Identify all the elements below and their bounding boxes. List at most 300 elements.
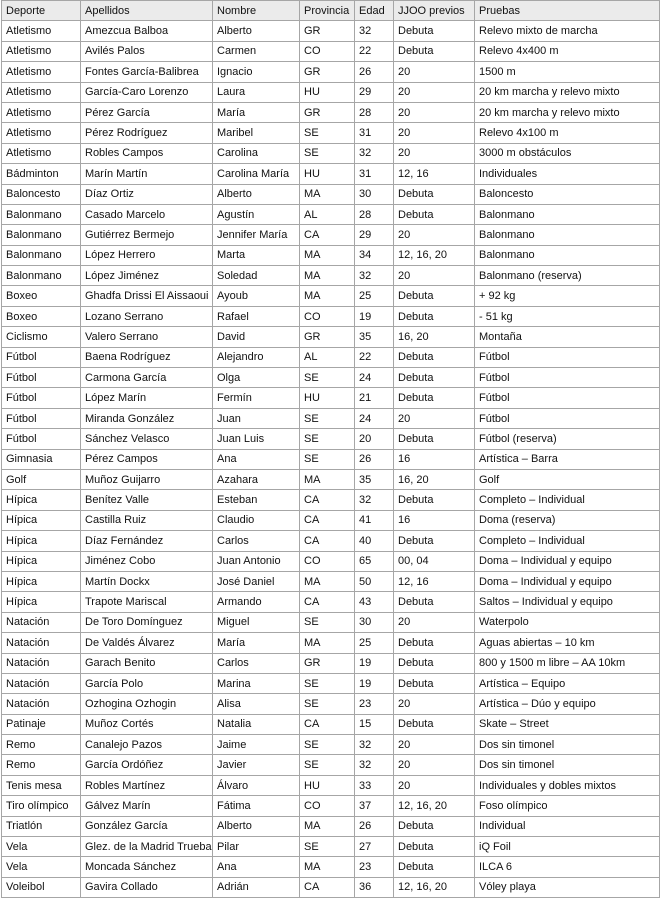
- table-row: [2, 735, 660, 755]
- cell-col-apellidos: Gutiérrez Bermejo: [81, 225, 213, 245]
- cell-col-edad: 65: [355, 551, 394, 571]
- cell-col-deporte: Tenis mesa: [2, 775, 81, 795]
- cell-col-pruebas: Balonmano (reserva): [475, 266, 660, 286]
- cell-col-edad: 21: [355, 388, 394, 408]
- cell-col-apellidos: Garach Benito: [81, 653, 213, 673]
- cell-col-pruebas: 20 km marcha y relevo mixto: [475, 102, 660, 122]
- table-row: [2, 531, 660, 551]
- cell-col-provincia: MA: [300, 286, 355, 306]
- cell-col-deporte: Hípica: [2, 551, 81, 571]
- cell-col-edad: 30: [355, 612, 394, 632]
- cell-col-provincia: SE: [300, 694, 355, 714]
- table-row: [2, 775, 660, 795]
- cell-col-nombre: María: [213, 102, 300, 122]
- cell-col-provincia: HU: [300, 164, 355, 184]
- cell-col-deporte: Balonmano: [2, 266, 81, 286]
- cell-col-edad: 40: [355, 531, 394, 551]
- cell-col-deporte: Natación: [2, 694, 81, 714]
- cell-col-provincia: SE: [300, 673, 355, 693]
- cell-col-deporte: Gimnasia: [2, 449, 81, 469]
- table-row: [2, 123, 660, 143]
- cell-col-pruebas: Foso olímpico: [475, 796, 660, 816]
- cell-col-edad: 32: [355, 735, 394, 755]
- cell-col-pruebas: 20 km marcha y relevo mixto: [475, 82, 660, 102]
- cell-col-apellidos: Martín Dockx: [81, 571, 213, 591]
- cell-col-jjoo-previos: Debuta: [394, 531, 475, 551]
- cell-col-jjoo-previos: Debuta: [394, 429, 475, 449]
- cell-col-apellidos: Jiménez Cobo: [81, 551, 213, 571]
- table-row: [2, 694, 660, 714]
- cell-col-pruebas: Individuales: [475, 164, 660, 184]
- cell-col-jjoo-previos: 12, 16, 20: [394, 877, 475, 897]
- cell-col-nombre: María: [213, 633, 300, 653]
- cell-col-nombre: Claudio: [213, 510, 300, 530]
- cell-col-apellidos: Ghadfa Drissi El Aissaoui: [81, 286, 213, 306]
- cell-col-edad: 24: [355, 368, 394, 388]
- cell-col-provincia: SE: [300, 429, 355, 449]
- cell-col-provincia: MA: [300, 469, 355, 489]
- cell-col-apellidos: Robles Martínez: [81, 775, 213, 795]
- cell-col-pruebas: Waterpolo: [475, 612, 660, 632]
- table-row: [2, 551, 660, 571]
- cell-col-apellidos: García-Caro Lorenzo: [81, 82, 213, 102]
- cell-col-edad: 19: [355, 306, 394, 326]
- table-row: [2, 796, 660, 816]
- cell-col-apellidos: López Jiménez: [81, 266, 213, 286]
- table-row: [2, 408, 660, 428]
- cell-col-edad: 32: [355, 755, 394, 775]
- cell-col-provincia: AL: [300, 204, 355, 224]
- table-row: [2, 204, 660, 224]
- cell-col-apellidos: Casado Marcelo: [81, 204, 213, 224]
- cell-col-provincia: HU: [300, 82, 355, 102]
- cell-col-pruebas: ILCA 6: [475, 857, 660, 877]
- cell-col-jjoo-previos: 00, 04: [394, 551, 475, 571]
- cell-col-jjoo-previos: Debuta: [394, 184, 475, 204]
- cell-col-apellidos: Benítez Valle: [81, 490, 213, 510]
- cell-col-pruebas: Dos sin timonel: [475, 755, 660, 775]
- cell-col-provincia: GR: [300, 653, 355, 673]
- table-row: [2, 755, 660, 775]
- cell-col-provincia: CA: [300, 714, 355, 734]
- cell-col-jjoo-previos: 12, 16: [394, 164, 475, 184]
- table-row: [2, 816, 660, 836]
- table-row: [2, 41, 660, 61]
- cell-col-apellidos: Amezcua Balboa: [81, 21, 213, 41]
- cell-col-deporte: Fútbol: [2, 388, 81, 408]
- cell-col-deporte: Bádminton: [2, 164, 81, 184]
- cell-col-deporte: Atletismo: [2, 102, 81, 122]
- cell-col-edad: 35: [355, 469, 394, 489]
- table-row: [2, 266, 660, 286]
- cell-col-jjoo-previos: Debuta: [394, 816, 475, 836]
- cell-col-nombre: Esteban: [213, 490, 300, 510]
- cell-col-deporte: Natación: [2, 673, 81, 693]
- cell-col-pruebas: Relevo 4x400 m: [475, 41, 660, 61]
- cell-col-jjoo-previos: Debuta: [394, 673, 475, 693]
- cell-col-jjoo-previos: 16, 20: [394, 327, 475, 347]
- cell-col-nombre: Jennifer María: [213, 225, 300, 245]
- cell-col-apellidos: Muñoz Cortés: [81, 714, 213, 734]
- cell-col-edad: 36: [355, 877, 394, 897]
- cell-col-edad: 32: [355, 490, 394, 510]
- cell-col-nombre: Alberto: [213, 184, 300, 204]
- cell-col-nombre: Maribel: [213, 123, 300, 143]
- cell-col-edad: 23: [355, 694, 394, 714]
- cell-col-apellidos: García Ordóñez: [81, 755, 213, 775]
- cell-col-pruebas: Golf: [475, 469, 660, 489]
- cell-col-edad: 31: [355, 123, 394, 143]
- cell-col-pruebas: Artística – Equipo: [475, 673, 660, 693]
- cell-col-jjoo-previos: 12, 16, 20: [394, 796, 475, 816]
- cell-col-jjoo-previos: 12, 16: [394, 571, 475, 591]
- cell-col-provincia: CO: [300, 796, 355, 816]
- cell-col-nombre: Carolina María: [213, 164, 300, 184]
- table-row: [2, 102, 660, 122]
- cell-col-nombre: Juan: [213, 408, 300, 428]
- cell-col-apellidos: Baena Rodríguez: [81, 347, 213, 367]
- cell-col-jjoo-previos: 20: [394, 62, 475, 82]
- cell-col-nombre: Marina: [213, 673, 300, 693]
- cell-col-edad: 41: [355, 510, 394, 530]
- cell-col-pruebas: Artística – Barra: [475, 449, 660, 469]
- cell-col-edad: 32: [355, 21, 394, 41]
- cell-col-provincia: MA: [300, 184, 355, 204]
- cell-col-deporte: Hípica: [2, 571, 81, 591]
- cell-col-pruebas: Fútbol: [475, 408, 660, 428]
- table-row: [2, 286, 660, 306]
- cell-col-pruebas: 1500 m: [475, 62, 660, 82]
- cell-col-deporte: Vela: [2, 837, 81, 857]
- cell-col-provincia: SE: [300, 612, 355, 632]
- cell-col-apellidos: Canalejo Pazos: [81, 735, 213, 755]
- cell-col-edad: 33: [355, 775, 394, 795]
- cell-col-pruebas: Fútbol (reserva): [475, 429, 660, 449]
- table-row: [2, 164, 660, 184]
- cell-col-edad: 26: [355, 816, 394, 836]
- cell-col-provincia: GR: [300, 21, 355, 41]
- cell-col-pruebas: Doma (reserva): [475, 510, 660, 530]
- cell-col-pruebas: Doma – Individual y equipo: [475, 551, 660, 571]
- cell-col-pruebas: Individual: [475, 816, 660, 836]
- cell-col-jjoo-previos: Debuta: [394, 306, 475, 326]
- cell-col-provincia: GR: [300, 327, 355, 347]
- cell-col-apellidos: Muñoz Guijarro: [81, 469, 213, 489]
- cell-col-apellidos: Miranda González: [81, 408, 213, 428]
- cell-col-deporte: Remo: [2, 755, 81, 775]
- cell-col-nombre: Armando: [213, 592, 300, 612]
- cell-col-edad: 19: [355, 653, 394, 673]
- table-row: [2, 673, 660, 693]
- cell-col-jjoo-previos: Debuta: [394, 857, 475, 877]
- header-col-deporte: Deporte: [2, 1, 81, 21]
- cell-col-deporte: Boxeo: [2, 306, 81, 326]
- cell-col-jjoo-previos: 20: [394, 225, 475, 245]
- table-row: [2, 82, 660, 102]
- table-row: [2, 857, 660, 877]
- cell-col-nombre: Pilar: [213, 837, 300, 857]
- cell-col-deporte: Atletismo: [2, 82, 81, 102]
- header-col-edad: Edad: [355, 1, 394, 21]
- cell-col-pruebas: Balonmano: [475, 225, 660, 245]
- cell-col-deporte: Atletismo: [2, 143, 81, 163]
- cell-col-provincia: SE: [300, 408, 355, 428]
- cell-col-jjoo-previos: 12, 16, 20: [394, 245, 475, 265]
- cell-col-pruebas: - 51 kg: [475, 306, 660, 326]
- table-row: [2, 62, 660, 82]
- cell-col-jjoo-previos: Debuta: [394, 347, 475, 367]
- cell-col-edad: 20: [355, 429, 394, 449]
- header-row: [2, 1, 660, 21]
- cell-col-apellidos: Carmona García: [81, 368, 213, 388]
- table-row: [2, 469, 660, 489]
- cell-col-pruebas: Fútbol: [475, 347, 660, 367]
- cell-col-pruebas: 800 y 1500 m libre – AA 10km: [475, 653, 660, 673]
- cell-col-nombre: Fermín: [213, 388, 300, 408]
- cell-col-jjoo-previos: Debuta: [394, 368, 475, 388]
- cell-col-provincia: MA: [300, 816, 355, 836]
- cell-col-deporte: Boxeo: [2, 286, 81, 306]
- cell-col-deporte: Balonmano: [2, 204, 81, 224]
- cell-col-edad: 30: [355, 184, 394, 204]
- cell-col-deporte: Hípica: [2, 592, 81, 612]
- cell-col-provincia: GR: [300, 62, 355, 82]
- cell-col-provincia: SE: [300, 143, 355, 163]
- cell-col-provincia: CO: [300, 306, 355, 326]
- cell-col-apellidos: Pérez García: [81, 102, 213, 122]
- table-row: [2, 510, 660, 530]
- cell-col-pruebas: Saltos – Individual y equipo: [475, 592, 660, 612]
- cell-col-jjoo-previos: 16: [394, 449, 475, 469]
- cell-col-deporte: Ciclismo: [2, 327, 81, 347]
- cell-col-apellidos: Díaz Ortiz: [81, 184, 213, 204]
- cell-col-deporte: Hípica: [2, 531, 81, 551]
- athletes-table: [1, 0, 660, 898]
- cell-col-deporte: Baloncesto: [2, 184, 81, 204]
- cell-col-nombre: Juan Antonio: [213, 551, 300, 571]
- cell-col-edad: 24: [355, 408, 394, 428]
- cell-col-jjoo-previos: Debuta: [394, 388, 475, 408]
- cell-col-jjoo-previos: Debuta: [394, 837, 475, 857]
- cell-col-apellidos: Marín Martín: [81, 164, 213, 184]
- header-col-pruebas: Pruebas: [475, 1, 660, 21]
- cell-col-provincia: GR: [300, 102, 355, 122]
- cell-col-deporte: Atletismo: [2, 21, 81, 41]
- cell-col-jjoo-previos: Debuta: [394, 653, 475, 673]
- cell-col-provincia: AL: [300, 347, 355, 367]
- cell-col-nombre: Carmen: [213, 41, 300, 61]
- cell-col-deporte: Balonmano: [2, 245, 81, 265]
- cell-col-apellidos: Pérez Campos: [81, 449, 213, 469]
- cell-col-nombre: Carlos: [213, 653, 300, 673]
- cell-col-deporte: Natación: [2, 653, 81, 673]
- cell-col-provincia: SE: [300, 449, 355, 469]
- cell-col-deporte: Natación: [2, 612, 81, 632]
- cell-col-edad: 34: [355, 245, 394, 265]
- header-col-apellidos: Apellidos: [81, 1, 213, 21]
- cell-col-apellidos: De Valdés Álvarez: [81, 633, 213, 653]
- cell-col-deporte: Patinaje: [2, 714, 81, 734]
- cell-col-edad: 26: [355, 449, 394, 469]
- cell-col-provincia: MA: [300, 245, 355, 265]
- cell-col-deporte: Atletismo: [2, 62, 81, 82]
- cell-col-pruebas: Doma – Individual y equipo: [475, 571, 660, 591]
- cell-col-edad: 26: [355, 62, 394, 82]
- table-row: [2, 225, 660, 245]
- table-row: [2, 592, 660, 612]
- cell-col-deporte: Tiro olímpico: [2, 796, 81, 816]
- cell-col-apellidos: Ozhogina Ozhogin: [81, 694, 213, 714]
- cell-col-apellidos: Fontes García-Balibrea: [81, 62, 213, 82]
- cell-col-edad: 22: [355, 347, 394, 367]
- table-body: [2, 21, 660, 898]
- cell-col-edad: 50: [355, 571, 394, 591]
- table-row: [2, 347, 660, 367]
- cell-col-nombre: Soledad: [213, 266, 300, 286]
- cell-col-pruebas: Artística – Dúo y equipo: [475, 694, 660, 714]
- cell-col-apellidos: López Herrero: [81, 245, 213, 265]
- cell-col-jjoo-previos: Debuta: [394, 714, 475, 734]
- cell-col-provincia: CO: [300, 551, 355, 571]
- cell-col-jjoo-previos: Debuta: [394, 633, 475, 653]
- cell-col-provincia: CO: [300, 41, 355, 61]
- cell-col-apellidos: Valero Serrano: [81, 327, 213, 347]
- cell-col-provincia: CA: [300, 225, 355, 245]
- cell-col-deporte: Fútbol: [2, 368, 81, 388]
- cell-col-deporte: Fútbol: [2, 429, 81, 449]
- table-row: [2, 21, 660, 41]
- cell-col-deporte: Balonmano: [2, 225, 81, 245]
- header-col-jjoo-previos: JJOO previos: [394, 1, 475, 21]
- cell-col-edad: 31: [355, 164, 394, 184]
- cell-col-jjoo-previos: 20: [394, 755, 475, 775]
- cell-col-provincia: MA: [300, 571, 355, 591]
- cell-col-apellidos: Moncada Sánchez: [81, 857, 213, 877]
- cell-col-deporte: Voleibol: [2, 877, 81, 897]
- table-row: [2, 368, 660, 388]
- cell-col-pruebas: Individuales y dobles mixtos: [475, 775, 660, 795]
- table-row: [2, 490, 660, 510]
- cell-col-jjoo-previos: 20: [394, 735, 475, 755]
- table-row: [2, 633, 660, 653]
- cell-col-deporte: Vela: [2, 857, 81, 877]
- cell-col-apellidos: De Toro Domínguez: [81, 612, 213, 632]
- cell-col-nombre: Miguel: [213, 612, 300, 632]
- cell-col-pruebas: 3000 m obstáculos: [475, 143, 660, 163]
- cell-col-jjoo-previos: Debuta: [394, 21, 475, 41]
- cell-col-jjoo-previos: 20: [394, 612, 475, 632]
- cell-col-pruebas: Dos sin timonel: [475, 735, 660, 755]
- cell-col-provincia: CA: [300, 877, 355, 897]
- cell-col-deporte: Hípica: [2, 510, 81, 530]
- table-row: [2, 184, 660, 204]
- cell-col-provincia: MA: [300, 857, 355, 877]
- cell-col-pruebas: Fútbol: [475, 388, 660, 408]
- cell-col-provincia: SE: [300, 755, 355, 775]
- cell-col-nombre: Ayoub: [213, 286, 300, 306]
- cell-col-apellidos: Díaz Fernández: [81, 531, 213, 551]
- table-header: [2, 1, 660, 21]
- cell-col-provincia: CA: [300, 531, 355, 551]
- cell-col-nombre: Jaime: [213, 735, 300, 755]
- cell-col-nombre: Adrián: [213, 877, 300, 897]
- header-col-provincia: Provincia: [300, 1, 355, 21]
- table-row: [2, 714, 660, 734]
- cell-col-provincia: SE: [300, 123, 355, 143]
- cell-col-pruebas: Completo – Individual: [475, 490, 660, 510]
- cell-col-deporte: Fútbol: [2, 408, 81, 428]
- cell-col-jjoo-previos: 20: [394, 775, 475, 795]
- cell-col-provincia: SE: [300, 837, 355, 857]
- cell-col-apellidos: Gálvez Marín: [81, 796, 213, 816]
- cell-col-deporte: Fútbol: [2, 347, 81, 367]
- cell-col-jjoo-previos: 20: [394, 123, 475, 143]
- cell-col-edad: 27: [355, 837, 394, 857]
- cell-col-jjoo-previos: 20: [394, 266, 475, 286]
- cell-col-apellidos: Pérez Rodríguez: [81, 123, 213, 143]
- table-row: [2, 388, 660, 408]
- cell-col-pruebas: + 92 kg: [475, 286, 660, 306]
- cell-col-edad: 32: [355, 266, 394, 286]
- cell-col-provincia: HU: [300, 388, 355, 408]
- cell-col-deporte: Golf: [2, 469, 81, 489]
- cell-col-apellidos: Gavira Collado: [81, 877, 213, 897]
- cell-col-nombre: Ignacio: [213, 62, 300, 82]
- cell-col-nombre: Rafael: [213, 306, 300, 326]
- cell-col-apellidos: Castilla Ruiz: [81, 510, 213, 530]
- cell-col-nombre: Marta: [213, 245, 300, 265]
- cell-col-pruebas: Balonmano: [475, 204, 660, 224]
- cell-col-jjoo-previos: 16, 20: [394, 469, 475, 489]
- cell-col-pruebas: Skate – Street: [475, 714, 660, 734]
- cell-col-pruebas: Fútbol: [475, 368, 660, 388]
- cell-col-jjoo-previos: Debuta: [394, 41, 475, 61]
- cell-col-apellidos: Sánchez Velasco: [81, 429, 213, 449]
- table-row: [2, 653, 660, 673]
- cell-col-provincia: CA: [300, 490, 355, 510]
- cell-col-provincia: CA: [300, 510, 355, 530]
- cell-col-jjoo-previos: 20: [394, 694, 475, 714]
- cell-col-nombre: Alejandro: [213, 347, 300, 367]
- cell-col-pruebas: Aguas abiertas – 10 km: [475, 633, 660, 653]
- cell-col-jjoo-previos: Debuta: [394, 490, 475, 510]
- cell-col-nombre: Azahara: [213, 469, 300, 489]
- cell-col-jjoo-previos: Debuta: [394, 204, 475, 224]
- cell-col-edad: 15: [355, 714, 394, 734]
- cell-col-edad: 29: [355, 225, 394, 245]
- cell-col-edad: 25: [355, 286, 394, 306]
- cell-col-nombre: Javier: [213, 755, 300, 775]
- cell-col-provincia: MA: [300, 633, 355, 653]
- cell-col-nombre: Olga: [213, 368, 300, 388]
- cell-col-pruebas: Montaña: [475, 327, 660, 347]
- cell-col-pruebas: Balonmano: [475, 245, 660, 265]
- cell-col-nombre: Alisa: [213, 694, 300, 714]
- cell-col-edad: 35: [355, 327, 394, 347]
- cell-col-apellidos: Robles Campos: [81, 143, 213, 163]
- cell-col-nombre: Ana: [213, 857, 300, 877]
- cell-col-edad: 28: [355, 204, 394, 224]
- cell-col-edad: 37: [355, 796, 394, 816]
- header-col-nombre: Nombre: [213, 1, 300, 21]
- cell-col-apellidos: Glez. de la Madrid Trueba: [81, 837, 213, 857]
- cell-col-deporte: Atletismo: [2, 123, 81, 143]
- cell-col-edad: 28: [355, 102, 394, 122]
- cell-col-nombre: Agustín: [213, 204, 300, 224]
- cell-col-pruebas: Relevo mixto de marcha: [475, 21, 660, 41]
- cell-col-provincia: SE: [300, 368, 355, 388]
- cell-col-edad: 25: [355, 633, 394, 653]
